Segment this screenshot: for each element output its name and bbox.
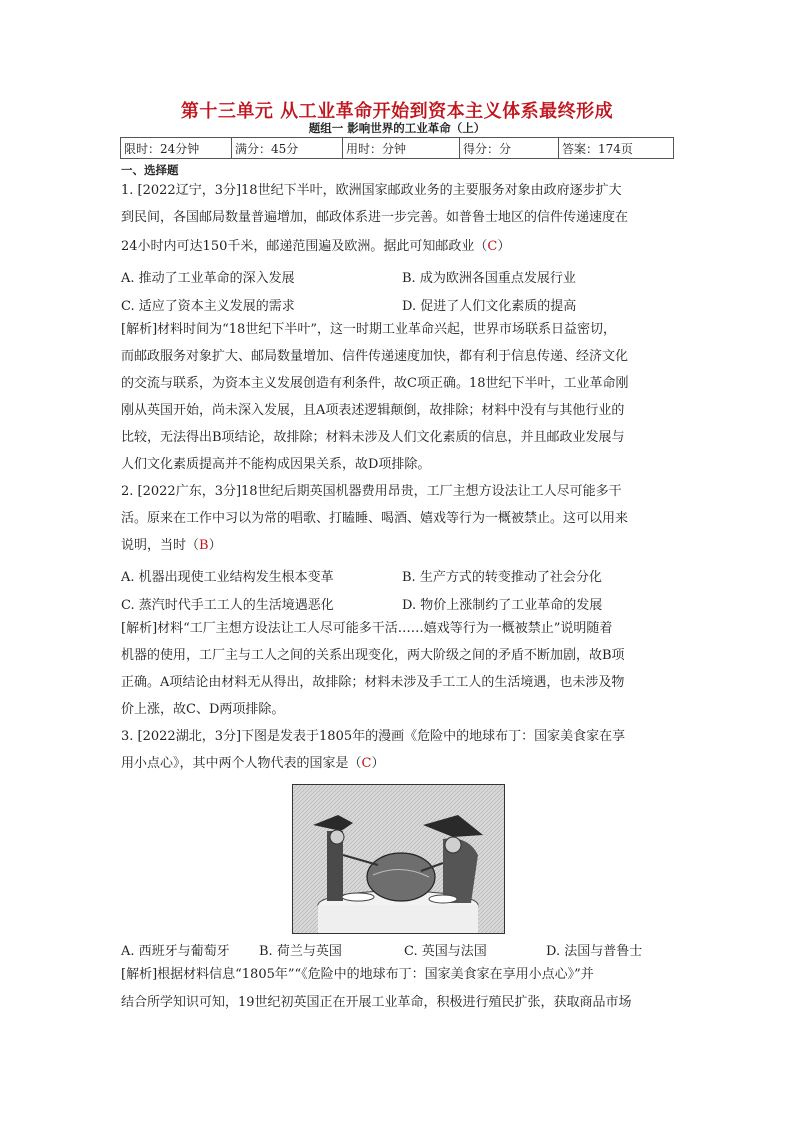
q1-option-c: C. 适应了资本主义发展的需求 [121, 299, 295, 314]
q3-analysis-line: 结合所学知识可知，19世纪初英国正在开展工业革命，积极进行殖民扩张，获取商品市场 [121, 995, 632, 1010]
q2-option-b: B. 生产方式的转变推动了社会分化 [402, 570, 602, 585]
q1-stem-line [121, 239, 510, 255]
q1-analysis-line: [解析]材料时间为“18世纪下半叶”，这一时期工业革命兴起，世界市场联系日益密切， [121, 322, 616, 337]
q1-stem-line: 到民间，各国邮局数量普遍增加，邮政体系进一步完善。如普鲁士地区的信件传递速度在 [121, 210, 629, 225]
q2-analysis-line: [解析]材料“工厂主想方设法让工人尽可能多干活……嬉戏等行为一概被禁止”说明随着 [121, 621, 613, 636]
q3-stem-line: 3. [2022湖北，3分]下图是发表于1805年的漫画《危险中的地球布丁：国家美食家在享 [121, 729, 626, 744]
q3-bracket-close: ） [371, 756, 385, 771]
q2-analysis-line: 机器的使用，工厂主与工人之间的关系出现变化，两大阶级之间的矛盾不断加剧，故B项 [121, 648, 625, 663]
q1-stem-text: 24小时内可达150千米，邮递范围遍及欧洲。据此可知邮政业（ [121, 239, 488, 254]
q3-option-d: D. 法国与普鲁士 [546, 944, 643, 959]
q3-analysis-line: [解析]根据材料信息“1805年”“《危险中的地球布丁：国家美食家在享用小点心》”并 [121, 967, 594, 982]
q2-option-a: A. 机器出现使工业结构发生根本变革 [121, 570, 334, 585]
q3-option-c: C. 英国与法国 [404, 944, 487, 959]
q3-stem-text: 用小点心》，其中两个人物代表的国家是（ [121, 756, 362, 771]
q2-answer: B [199, 538, 209, 553]
q1-analysis-line: 的交流与联系，为资本主义发展创造有利条件，故C项正确。18世纪下半叶，工业革命刚 [121, 376, 629, 391]
q1-analysis-line: 刚从英国开始，尚未深入发展，且A项表述逻辑颠倒，故排除；材料中没有与其他行业的 [121, 403, 625, 418]
q3-option-a: A. 西班牙与葡萄牙 [121, 944, 230, 959]
unit-title: 第十三单元 从工业革命开始到资本主义体系最终形成 [180, 101, 614, 122]
q3-stem-line [121, 756, 384, 772]
q1-option-b: B. 成为欧洲各国重点发展行业 [402, 271, 576, 286]
full-score-cell: 满分：45分 [232, 138, 343, 159]
meta-table [120, 137, 674, 159]
q1-stem-line: 1. [2022辽宁，3分]18世纪下半叶，欧洲国家邮政业务的主要服务对象由政府逐步扩大 [121, 183, 622, 198]
cartoon-image [292, 784, 505, 934]
q1-analysis-line: 人们文化素质提高并不能构成因果关系，故D项排除。 [121, 457, 431, 472]
q3-option-b: B. 荷兰与英国 [259, 944, 342, 959]
q1-answer: C [487, 239, 498, 254]
q2-option-d: D. 物价上涨制约了工业革命的发展 [402, 598, 603, 613]
q2-stem-line: 2. [2022广东，3分]18世纪后期英国机器费用昂贵，工厂主想方设法让工人尽可能多干 [121, 484, 622, 499]
time-limit-cell: 限时：24分钟 [121, 138, 232, 159]
q2-analysis-line: 正确。A项结论由材料无从得出，故排除；材料未涉及手工工人的生活境遇，也未涉及物 [121, 675, 625, 690]
q2-stem-line: 活。原来在工作中习以为常的唱歌、打瞌睡、喝酒、嬉戏等行为一概被禁止。这可以用来 [121, 511, 629, 526]
q1-option-d: D. 促进了人们文化素质的提高 [402, 299, 577, 314]
q1-bracket-close: ） [497, 239, 511, 254]
group-subtitle: 题组一 影响世界的工业革命（上） [308, 121, 486, 135]
q2-analysis-line: 价上涨，故C、D两项排除。 [121, 702, 285, 717]
q1-option-a: A. 推动了工业革命的深入发展 [121, 271, 295, 286]
q1-analysis-line: 而邮政服务对象扩大、邮局数量增加、信件传递速度加快，都有利于信息传递、经济文化 [121, 349, 629, 364]
score-cell: 得分：分 [460, 138, 559, 159]
q2-stem-line [121, 538, 222, 554]
q1-analysis-line: 比较，无法得出B项结论，故排除；材料未涉及人们文化素质的信息，并且邮政业发展与 [121, 430, 625, 445]
plumb-pudding-cartoon-illustration [293, 785, 504, 933]
time-used-cell: 用时：分钟 [343, 138, 460, 159]
section-heading: 一、选择题 [121, 163, 179, 177]
q2-bracket-close: ） [208, 538, 222, 553]
answer-page-cell: 答案：174页 [559, 138, 674, 159]
q2-option-c: C. 蒸汽时代手工工人的生活境遇恶化 [121, 598, 334, 613]
q2-stem-text: 说明，当时（ [121, 538, 200, 553]
q3-answer: C [361, 756, 372, 771]
